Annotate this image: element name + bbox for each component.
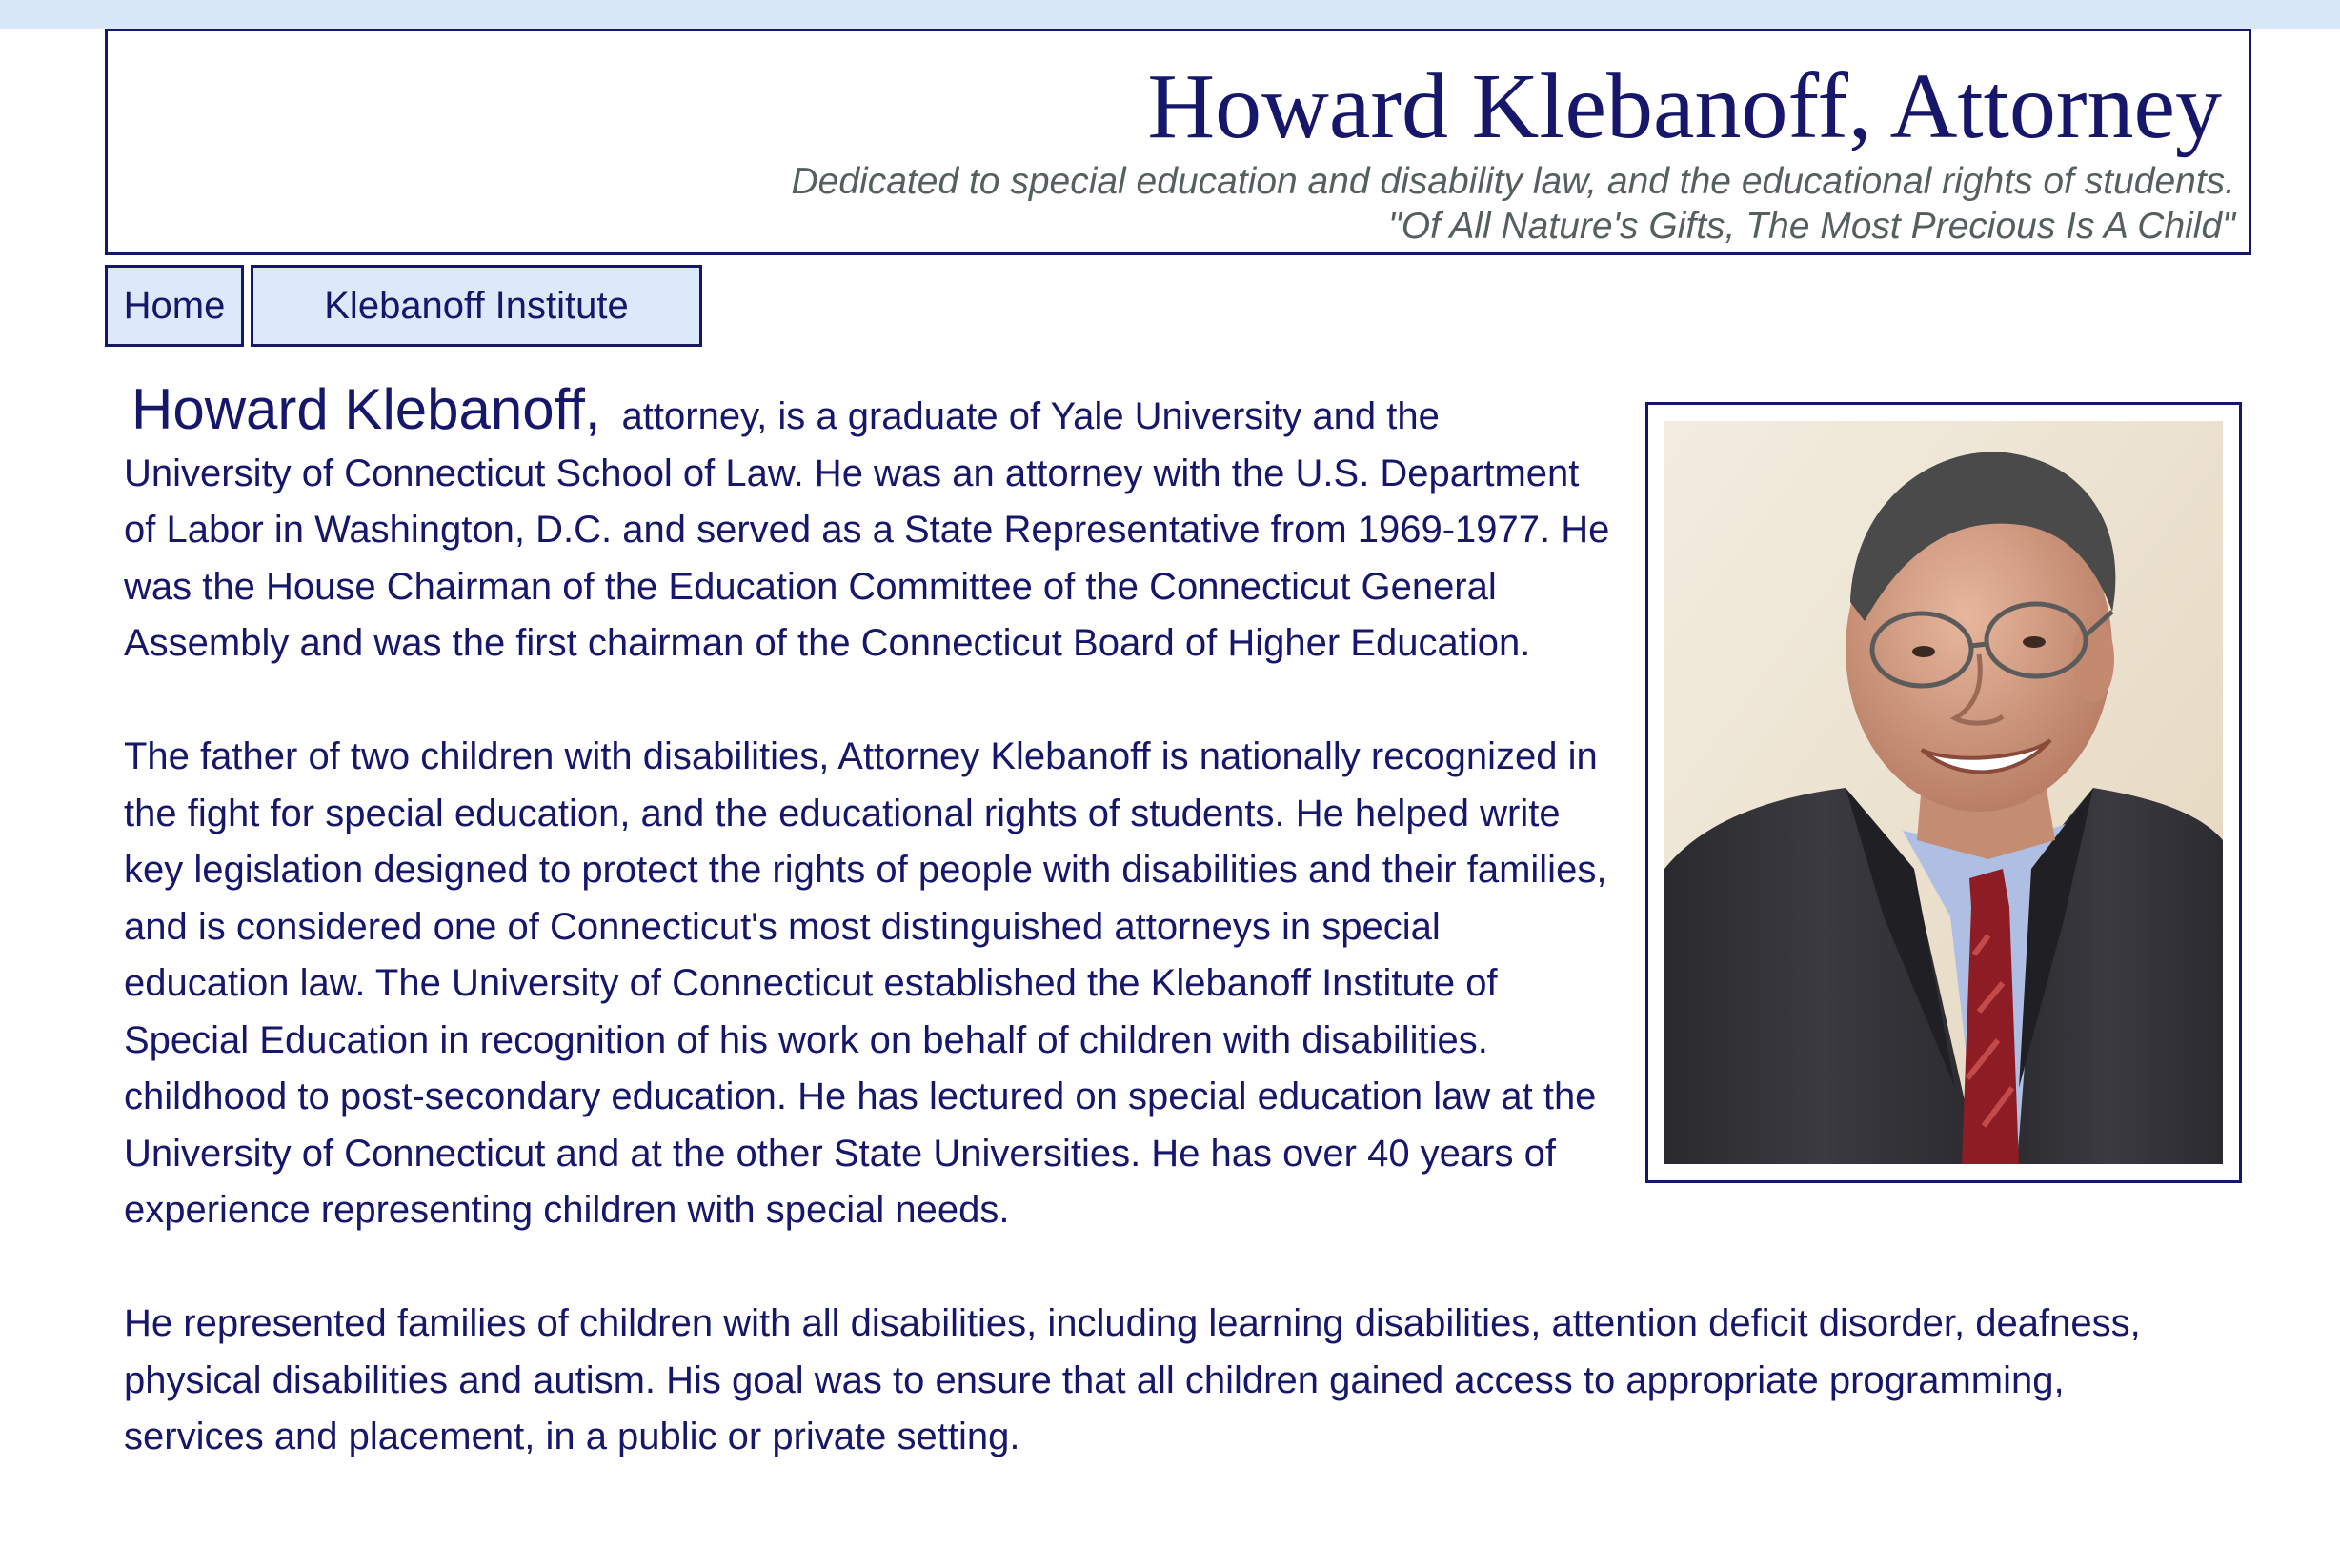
site-title: Howard Klebanoff, Attorney <box>1147 55 2222 158</box>
motto: "Of All Nature's Gifts, The Most Precious Is A Child" <box>1387 206 2235 247</box>
nav-klebanoff-institute[interactable]: Klebanoff Institute <box>251 265 702 347</box>
attorney-name: Howard Klebanoff, <box>131 377 601 441</box>
bio-paragraph-1-text: attorney, is a graduate of Yale University and the University of Connecticut School of Law. He was an attorney with the U.S. Department of Labor in Washington, D.C. and served as a State Representative from 1969-1977. He was the House Chairman of the Education Committee of the Connecticut General Assembly and was the first chairman of the Connecticut Board of Higher Education. <box>124 395 1610 664</box>
site-header <box>105 29 2251 255</box>
bio-paragraph-3: He represented families of children with all disabilities, including learning disabilities, attention deficit disorder, deafness, physical disabilities and autism. His goal was to ensure that all children gained access to appropriate programming, services and placement, in a public or private setting. <box>124 1302 2141 1457</box>
bio-paragraph-2: The father of two children with disabilities, Attorney Klebanoff is nationally recognized in the fight for special education, and the educational rights of students. He helped write key legislation designed to protect the rights of people with disabilities and their families, and is considered one of Connecticut's most distinguished attorneys in special education law. The University of Connecticut established the Klebanoff Institute of Special Education in recognition of his work on behalf of children with disabilities. childhood to post-secondary education. He has lectured on special education law at the University of Connecticut and at the other State Universities. He has over 40 years of experience representing children with special needs. <box>124 735 1607 1231</box>
top-strip <box>0 0 2340 29</box>
tagline: Dedicated to special education and disability law, and the educational rights of students. <box>791 161 2235 202</box>
nav-home[interactable]: Home <box>105 265 244 347</box>
bio-content <box>124 377 2201 1522</box>
bio-paragraph-1 <box>124 377 1610 673</box>
